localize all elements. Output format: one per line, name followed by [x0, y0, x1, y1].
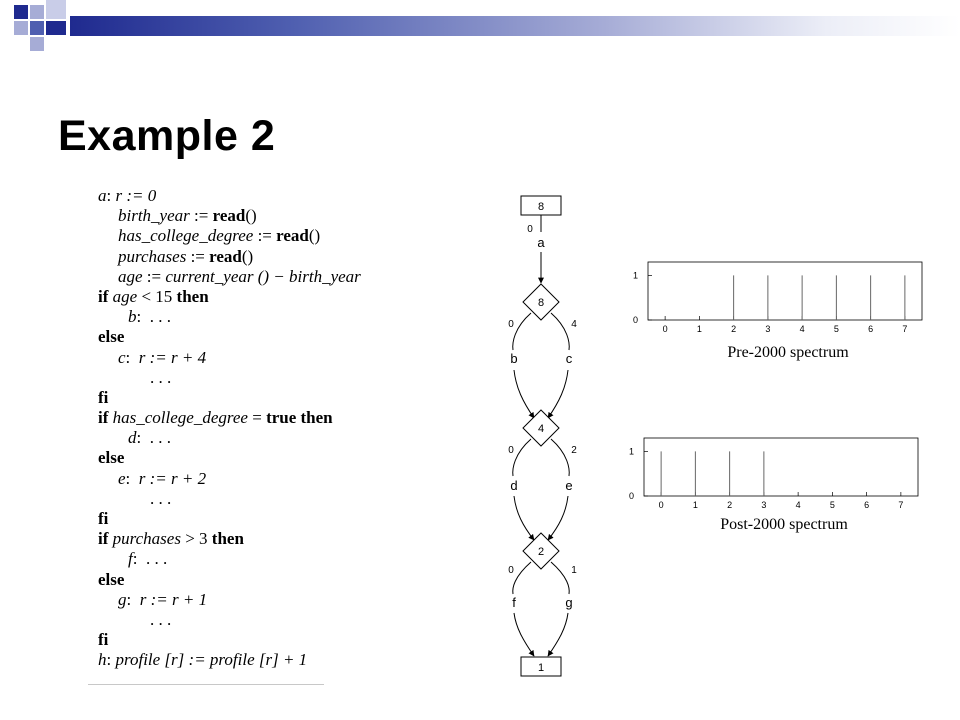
- code-label: b: [128, 307, 137, 327]
- x-tick-label: 4: [795, 500, 801, 510]
- code-cond: < 15: [141, 286, 173, 306]
- edge-label: d: [510, 478, 518, 493]
- entry-node-value: 8: [537, 201, 545, 213]
- post-2000-spectrum-chart: [618, 432, 922, 542]
- edge-line: [513, 313, 531, 350]
- x-tick-label: 6: [868, 324, 874, 334]
- chart-title: Pre-2000 spectrum: [727, 344, 849, 361]
- code-cond-var: age: [112, 286, 138, 306]
- code-line: [98, 206, 428, 226]
- code-keyword: fi: [98, 630, 109, 650]
- code-tail: (): [308, 226, 321, 246]
- code-tail: (): [241, 246, 254, 266]
- code-tail: (): [245, 206, 257, 226]
- edge-arrow: [548, 370, 568, 418]
- edge-line: [513, 439, 531, 476]
- edge-weight: 0: [508, 445, 514, 456]
- code-line: a: r := 0: [98, 186, 157, 205]
- code-line: [98, 267, 428, 287]
- edge-arrow: [514, 370, 534, 418]
- deco-square: [30, 37, 44, 51]
- code-var: purchases: [118, 246, 187, 266]
- edge-line: [551, 439, 569, 476]
- code-divider: [88, 684, 324, 685]
- code-keyword: fi: [98, 387, 109, 407]
- code-expr: current_year () − birth_year: [165, 266, 361, 286]
- pre-2000-spectrum-chart: [622, 256, 926, 366]
- code-line: h: profile [r] := profile [r] + 1: [98, 650, 308, 670]
- code-text: . . .: [150, 367, 172, 387]
- y-tick-label: 1: [628, 446, 634, 457]
- code-label: g: [118, 589, 127, 609]
- chart-plot-area: [633, 262, 922, 334]
- code-line: [98, 610, 428, 630]
- edge-weight: 4: [571, 319, 577, 330]
- code-keyword: if: [98, 529, 109, 549]
- code-text: r := r + 2: [138, 468, 207, 488]
- deco-square: [46, 0, 66, 19]
- edge-weight: 2: [571, 445, 577, 456]
- code-text: r := r + 1: [139, 589, 208, 609]
- y-tick-label: 0: [632, 315, 638, 325]
- code-var: has_college_degree: [118, 226, 254, 246]
- code-line: [98, 570, 428, 590]
- code-text: r := 0: [115, 186, 157, 205]
- code-text: . . .: [150, 609, 172, 629]
- x-tick-label: 3: [765, 324, 771, 334]
- chart-frame: [648, 262, 922, 320]
- code-op: :=: [190, 246, 205, 266]
- y-tick-label: 0: [628, 491, 634, 501]
- code-listing: [98, 186, 428, 671]
- code-line: e: r := r + 2: [118, 468, 207, 488]
- code-keyword: else: [98, 448, 125, 468]
- edge-label: c: [565, 351, 573, 366]
- x-tick-label: 3: [761, 500, 767, 510]
- code-keyword: fi: [98, 509, 109, 528]
- control-flow-graph: [490, 188, 600, 688]
- x-tick-label: 1: [696, 324, 702, 334]
- decision-node-value: 4: [537, 423, 545, 435]
- edge-weight: 0: [508, 565, 514, 576]
- code-line: [98, 368, 428, 388]
- code-label: e: [118, 468, 126, 488]
- decision-node-value: 2: [537, 546, 545, 558]
- y-tick-label: 1: [632, 270, 638, 281]
- code-line: [98, 327, 428, 347]
- edge-line: [513, 562, 531, 594]
- deco-square: [14, 5, 28, 19]
- code-text: profile [r] := profile [r] + 1: [115, 650, 308, 670]
- code-keyword: else: [98, 569, 125, 589]
- slide-title: Example 2: [58, 112, 276, 160]
- code-cond: > 3: [185, 529, 208, 549]
- code-label: a: [98, 186, 107, 205]
- code-keyword: if: [98, 286, 109, 306]
- edge-label: b: [510, 351, 518, 366]
- code-cond-var: has_college_degree: [112, 408, 248, 428]
- code-line: [98, 509, 428, 529]
- x-tick-label: 4: [799, 324, 805, 334]
- code-line: d: . . .: [128, 428, 171, 448]
- code-keyword: read: [209, 246, 242, 266]
- x-tick-label: 1: [692, 500, 698, 510]
- x-tick-label: 6: [864, 500, 870, 510]
- code-text: . . .: [149, 428, 171, 448]
- code-line: b: . . .: [128, 307, 171, 327]
- code-cond: =: [252, 408, 262, 428]
- chart-title: Post-2000 spectrum: [720, 516, 848, 533]
- code-text: . . .: [149, 307, 171, 327]
- edge-label: e: [565, 478, 573, 493]
- code-line: [98, 630, 428, 650]
- edge-line: [551, 313, 569, 350]
- code-line: [98, 247, 428, 267]
- code-var: birth_year: [118, 206, 190, 226]
- chart-plot-area: [629, 438, 918, 510]
- code-line: f: . . .: [128, 549, 168, 569]
- edge-label: a: [537, 235, 545, 250]
- code-line: [98, 226, 428, 246]
- code-cond-var: purchases: [112, 529, 181, 549]
- code-line: [98, 448, 428, 468]
- code-label: d: [128, 428, 137, 448]
- code-var: age: [118, 266, 143, 286]
- code-text: r := r + 4: [138, 347, 207, 367]
- x-tick-label: 5: [833, 324, 839, 334]
- code-keyword: read: [276, 226, 309, 246]
- code-text: . . .: [145, 549, 168, 569]
- code-line: [98, 489, 428, 509]
- code-text: . . .: [150, 488, 172, 508]
- edge-arrow: [548, 496, 568, 540]
- code-keyword: then: [211, 529, 244, 549]
- x-tick-label: 7: [898, 500, 904, 510]
- x-tick-label: 0: [662, 324, 668, 334]
- header-decoration: [0, 0, 960, 60]
- edge-weight: 1: [571, 565, 577, 576]
- decision-node-value: 8: [537, 297, 545, 309]
- code-label: h: [98, 650, 107, 670]
- x-tick-label: 7: [902, 324, 908, 334]
- edge-arrow: [514, 496, 534, 540]
- x-tick-label: 5: [829, 500, 835, 510]
- edge-weight: 0: [527, 224, 533, 235]
- code-keyword: else: [98, 327, 125, 347]
- deco-square: [14, 21, 28, 35]
- deco-square: [30, 21, 44, 35]
- edge-label: g: [565, 595, 573, 610]
- chart-frame: [644, 438, 918, 496]
- header-gradient-band: [70, 16, 960, 36]
- edge-line: [551, 562, 569, 594]
- code-label: f: [128, 549, 133, 569]
- code-op: :=: [194, 206, 209, 226]
- code-line: c: r := r + 4: [118, 347, 207, 367]
- code-keyword: then: [176, 286, 209, 306]
- x-tick-label: 2: [731, 324, 737, 334]
- edge-arrow: [548, 613, 568, 656]
- code-line: [98, 287, 428, 307]
- code-line: [98, 408, 428, 428]
- x-tick-label: 2: [727, 500, 733, 510]
- code-line: [98, 529, 428, 549]
- code-line: [98, 388, 428, 408]
- code-line: g: r := r + 1: [118, 589, 208, 609]
- deco-square: [30, 5, 44, 19]
- code-op: :=: [146, 266, 162, 286]
- edge-weight: 0: [508, 319, 514, 330]
- x-tick-label: 0: [658, 500, 664, 510]
- deco-square: [46, 21, 66, 35]
- code-keyword: if: [98, 408, 109, 428]
- code-op: :=: [257, 226, 272, 246]
- edge-arrow: [514, 613, 534, 656]
- code-keyword: true then: [266, 408, 333, 428]
- code-keyword: read: [212, 206, 246, 226]
- edge-label: f: [512, 595, 516, 610]
- code-label: c: [118, 347, 126, 367]
- exit-node-value: 1: [537, 662, 545, 674]
